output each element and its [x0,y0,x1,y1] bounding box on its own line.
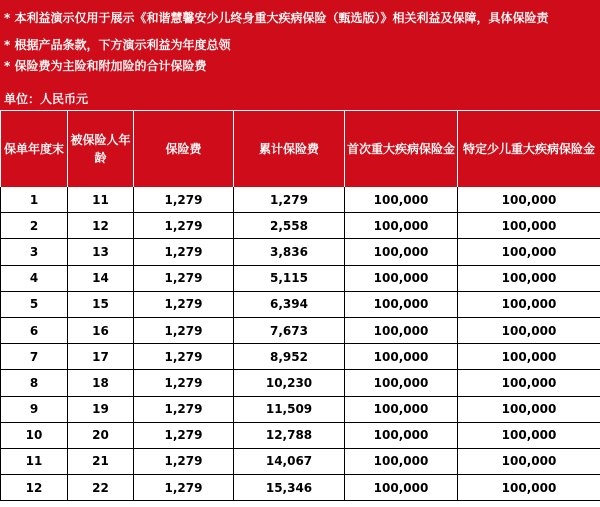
cell-premium: 1,279 [134,239,234,265]
table-row [1,213,600,239]
table-row [1,370,600,396]
column-header-premium: 保险费 [134,111,234,188]
cell-cumulative-premium: 8,952 [234,344,345,370]
cell-policy-year: 5 [1,291,68,317]
cell-first-critical-illness-benefit: 100,000 [345,291,458,317]
cell-first-critical-illness-benefit: 100,000 [345,317,458,343]
cell-cumulative-premium: 7,673 [234,317,345,343]
cell-premium: 1,279 [134,317,234,343]
table-row [1,317,600,343]
cell-policy-year: 4 [1,265,68,291]
cell-cumulative-premium: 5,115 [234,265,345,291]
cell-insured-age: 20 [68,422,134,448]
table-row [1,344,600,370]
cell-insured-age: 21 [68,448,134,474]
cell-premium: 1,279 [134,396,234,422]
table-body [1,187,600,501]
cell-child-critical-illness-benefit: 100,000 [458,344,600,370]
cell-policy-year: 2 [1,213,68,239]
note-premium: * 保险费为主险和附加险的合计保险费 [4,59,207,73]
cell-insured-age: 19 [68,396,134,422]
cell-cumulative-premium: 1,279 [234,187,345,213]
cell-child-critical-illness-benefit: 100,000 [458,422,600,448]
cell-first-critical-illness-benefit: 100,000 [345,475,458,501]
cell-insured-age: 16 [68,317,134,343]
currency-unit: 单位：人民币元 [4,92,89,106]
cell-child-critical-illness-benefit: 100,000 [458,239,600,265]
cell-premium: 1,279 [134,213,234,239]
cell-premium: 1,279 [134,422,234,448]
cell-child-critical-illness-benefit: 100,000 [458,448,600,474]
cell-child-critical-illness-benefit: 100,000 [458,317,600,343]
cell-child-critical-illness-benefit: 100,000 [458,475,600,501]
cell-premium: 1,279 [134,370,234,396]
table-row [1,265,600,291]
note-disclaimer: * 本利益演示仅用于展示《和谐慧馨安少儿终身重大疾病保险（甄选版）》相关利益及保障，具体保险责 [4,11,549,25]
cell-child-critical-illness-benefit: 100,000 [458,396,600,422]
cell-insured-age: 12 [68,213,134,239]
table-row [1,422,600,448]
cell-policy-year: 3 [1,239,68,265]
cell-child-critical-illness-benefit: 100,000 [458,187,600,213]
cell-cumulative-premium: 10,230 [234,370,345,396]
cell-policy-year: 11 [1,448,68,474]
benefit-table [0,110,600,501]
cell-premium: 1,279 [134,344,234,370]
cell-first-critical-illness-benefit: 100,000 [345,370,458,396]
cell-first-critical-illness-benefit: 100,000 [345,213,458,239]
cell-policy-year: 1 [1,187,68,213]
cell-cumulative-premium: 14,067 [234,448,345,474]
cell-insured-age: 14 [68,265,134,291]
cell-policy-year: 6 [1,317,68,343]
table-row [1,396,600,422]
cell-insured-age: 13 [68,239,134,265]
table-row [1,448,600,474]
cell-premium: 1,279 [134,265,234,291]
cell-cumulative-premium: 6,394 [234,291,345,317]
cell-policy-year: 8 [1,370,68,396]
cell-cumulative-premium: 3,836 [234,239,345,265]
cell-insured-age: 11 [68,187,134,213]
cell-child-critical-illness-benefit: 100,000 [458,370,600,396]
cell-cumulative-premium: 11,509 [234,396,345,422]
cell-cumulative-premium: 12,788 [234,422,345,448]
note-annual-benefit: * 根据产品条款，下方演示利益为年度总领 [4,38,231,52]
cell-first-critical-illness-benefit: 100,000 [345,265,458,291]
column-header-insured-age: 被保险人年龄 [68,111,134,188]
cell-first-critical-illness-benefit: 100,000 [345,396,458,422]
cell-policy-year: 9 [1,396,68,422]
table-header-row [1,111,600,188]
column-header-first-critical-illness-benefit: 首次重大疾病保险金 [345,111,458,188]
cell-child-critical-illness-benefit: 100,000 [458,213,600,239]
column-header-cumulative-premium: 累计保险费 [234,111,345,188]
cell-first-critical-illness-benefit: 100,000 [345,187,458,213]
notes-banner [0,0,600,110]
table-row [1,475,600,501]
cell-cumulative-premium: 15,346 [234,475,345,501]
cell-child-critical-illness-benefit: 100,000 [458,265,600,291]
cell-premium: 1,279 [134,291,234,317]
cell-premium: 1,279 [134,448,234,474]
table-row [1,291,600,317]
table-row [1,239,600,265]
cell-insured-age: 15 [68,291,134,317]
cell-insured-age: 17 [68,344,134,370]
cell-cumulative-premium: 2,558 [234,213,345,239]
cell-premium: 1,279 [134,187,234,213]
cell-first-critical-illness-benefit: 100,000 [345,239,458,265]
cell-child-critical-illness-benefit: 100,000 [458,291,600,317]
table-row [1,187,600,213]
cell-policy-year: 7 [1,344,68,370]
column-header-child-critical-illness-benefit: 特定少儿重大疾病保险金 [458,111,600,188]
cell-policy-year: 10 [1,422,68,448]
cell-premium: 1,279 [134,475,234,501]
cell-first-critical-illness-benefit: 100,000 [345,448,458,474]
cell-first-critical-illness-benefit: 100,000 [345,422,458,448]
cell-insured-age: 22 [68,475,134,501]
cell-insured-age: 18 [68,370,134,396]
column-header-policy-year: 保单年度末 [1,111,68,188]
cell-first-critical-illness-benefit: 100,000 [345,344,458,370]
cell-policy-year: 12 [1,475,68,501]
